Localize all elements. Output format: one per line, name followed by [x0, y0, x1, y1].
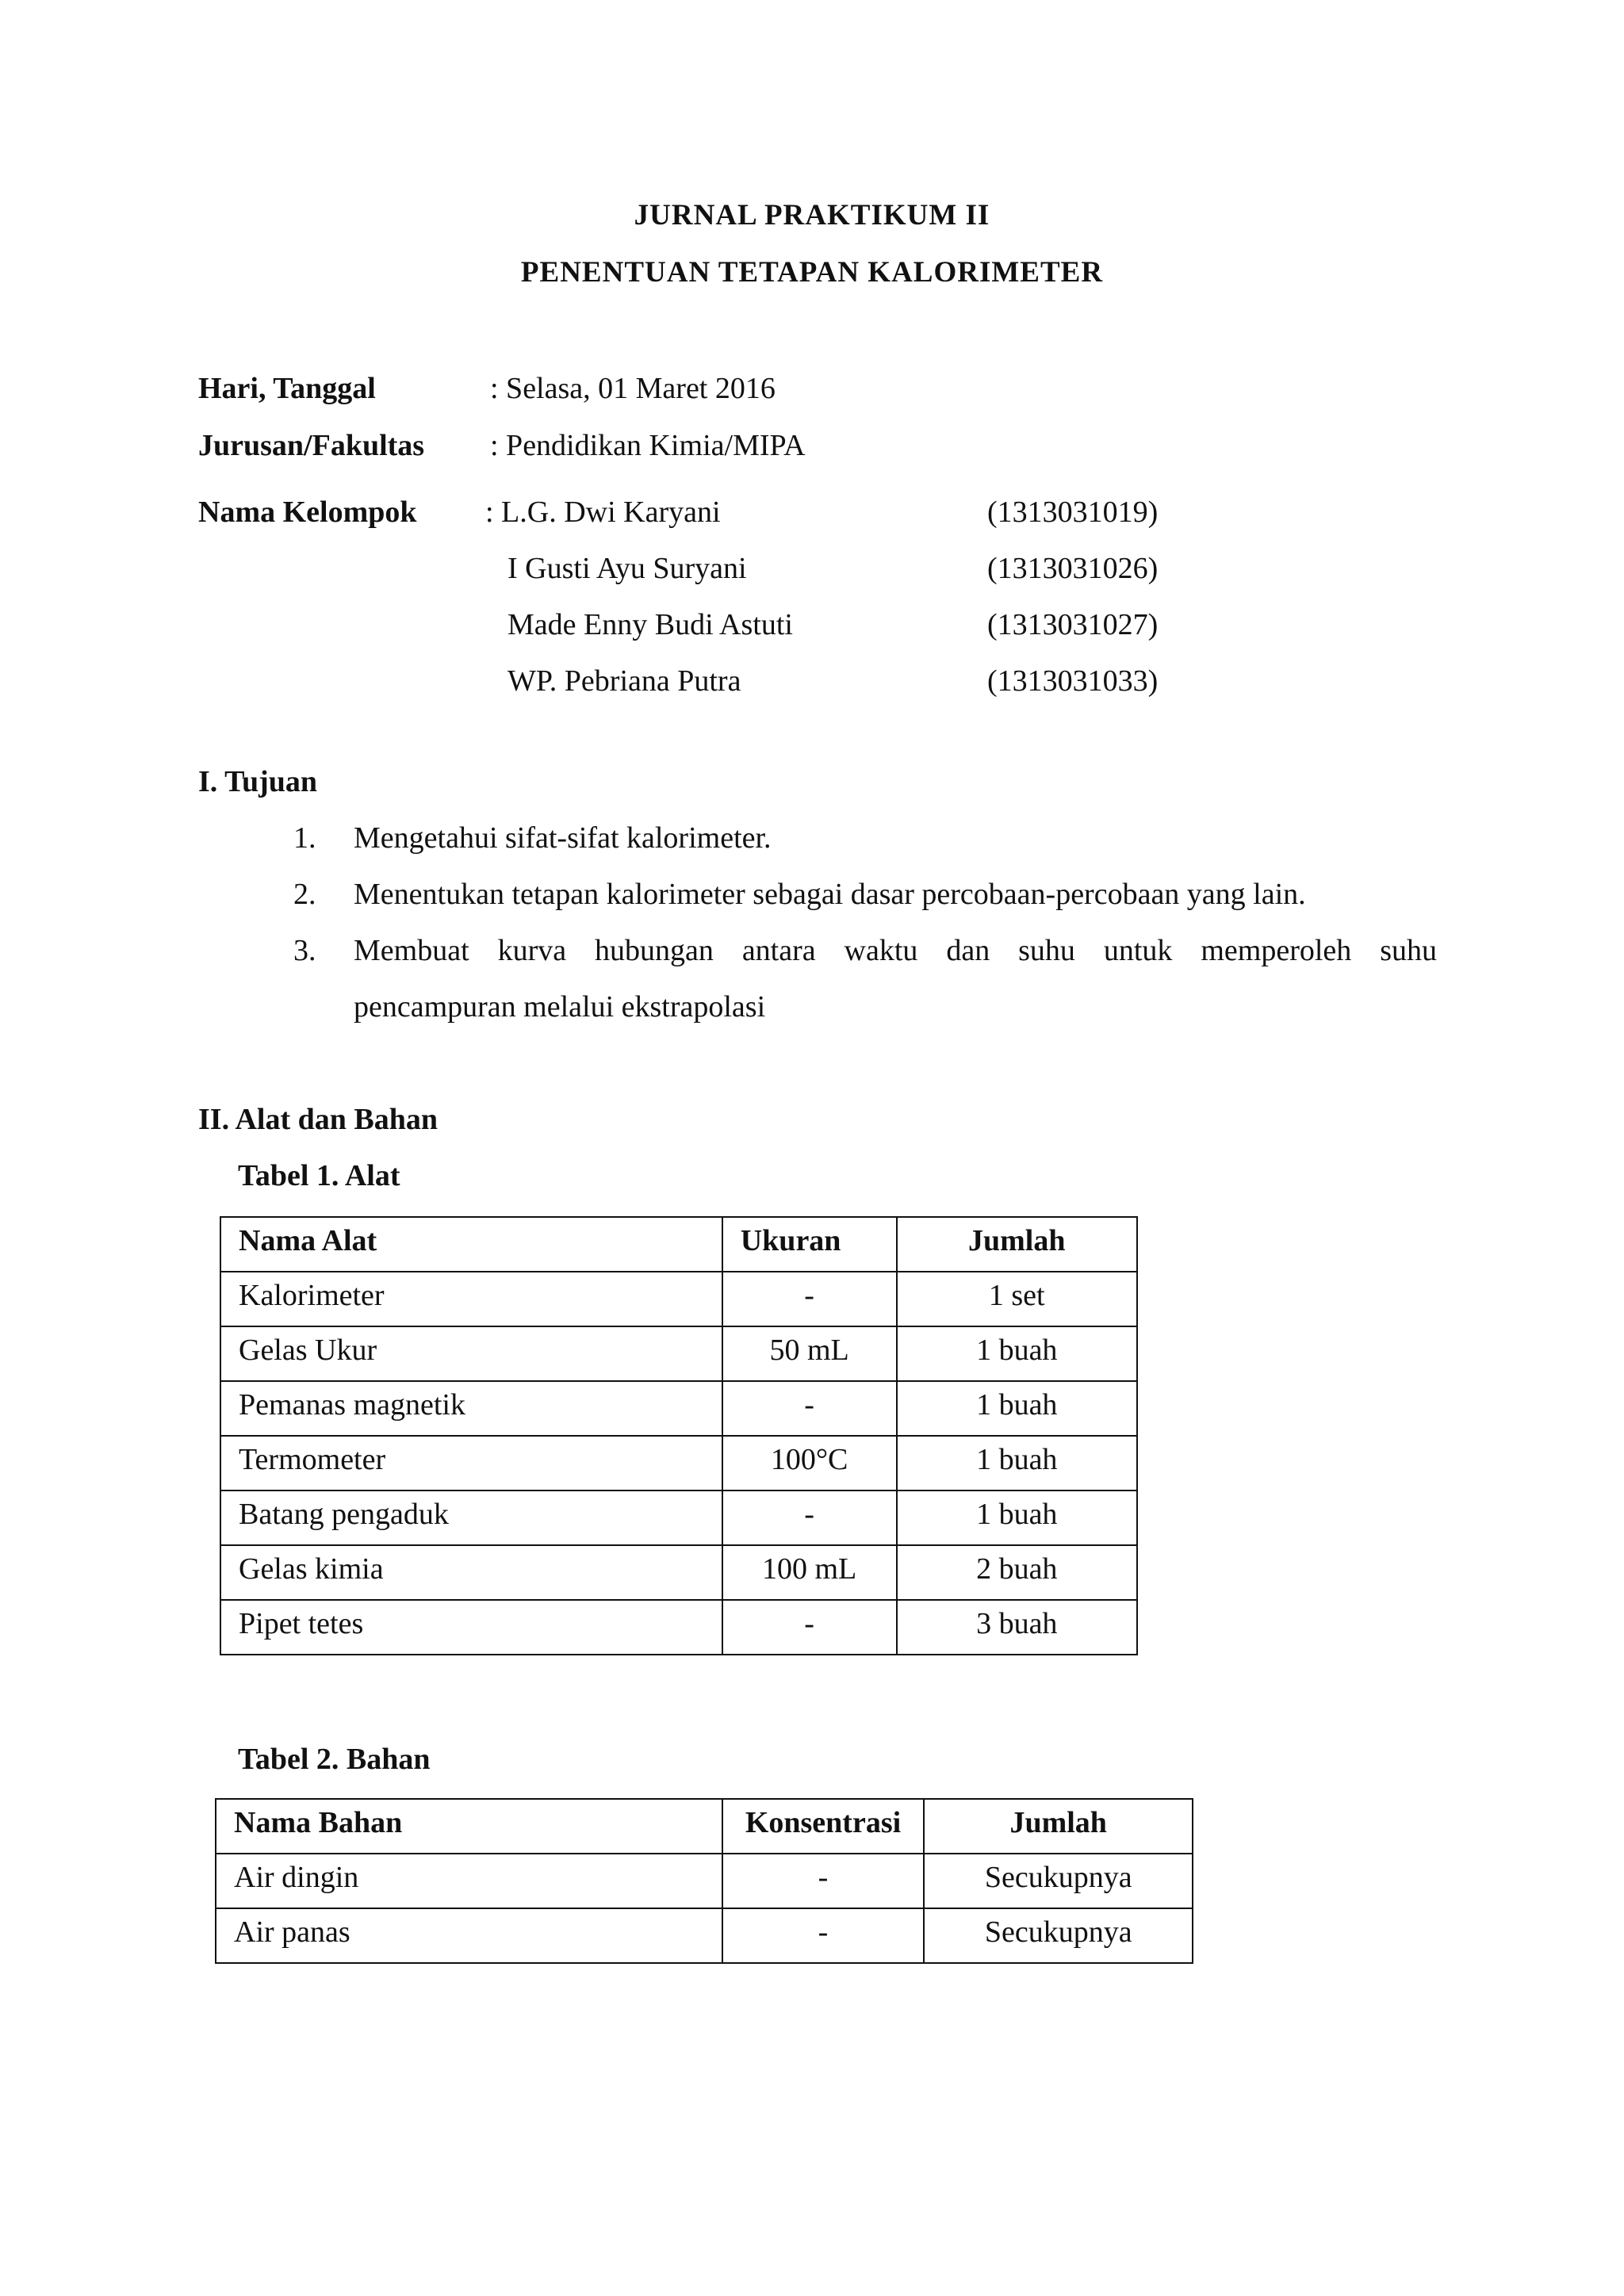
cell: Gelas Ukur [220, 1326, 722, 1381]
dept-value: : Pendidikan Kimia/MIPA [490, 429, 806, 462]
word: waktu [844, 934, 918, 967]
cell: Air panas [216, 1908, 722, 1963]
table2-caption: Tabel 2. Bahan [238, 1743, 431, 1776]
cell: 1 set [897, 1272, 1137, 1326]
cell: - [722, 1908, 925, 1963]
member-nim: (1313031026) [987, 552, 1159, 585]
word: suhu [1380, 934, 1437, 967]
cell: Secukupnya [924, 1908, 1193, 1963]
cell: Kalorimeter [220, 1272, 722, 1326]
table-row [216, 1854, 1193, 1908]
dept-label: Jurusan/Fakultas [198, 429, 425, 462]
cell: 50 mL [722, 1326, 897, 1381]
list-number: 3. [293, 934, 316, 967]
list-number: 2. [293, 878, 316, 911]
day-label: Hari, Tanggal [198, 372, 376, 405]
header-cell: Nama Bahan [216, 1799, 722, 1854]
word: dan [946, 934, 990, 967]
table-row [220, 1490, 1137, 1545]
list-item-justified [354, 936, 1437, 966]
list-item: Mengetahui sifat-sifat kalorimeter. [354, 821, 772, 855]
cell: 3 buah [897, 1600, 1137, 1655]
cell: Secukupnya [924, 1854, 1193, 1908]
table-row [220, 1381, 1137, 1436]
member-nim: (1313031033) [987, 664, 1159, 698]
cell: Pipet tetes [220, 1600, 722, 1655]
word: suhu [1018, 934, 1075, 967]
member-nim: (1313031019) [987, 496, 1159, 529]
member-nim: (1313031027) [987, 608, 1159, 641]
cell: Pemanas magnetik [220, 1381, 722, 1436]
table-row [220, 1436, 1137, 1490]
table1-caption: Tabel 1. Alat [238, 1159, 400, 1192]
member-name: WP. Pebriana Putra [508, 664, 741, 698]
cell: 2 buah [897, 1545, 1137, 1600]
header-cell: Nama Alat [220, 1217, 722, 1272]
table-row [220, 1326, 1137, 1381]
cell: - [722, 1490, 897, 1545]
table-header-row [220, 1217, 1137, 1272]
cell: 100°C [722, 1436, 897, 1490]
word: untuk [1103, 934, 1173, 967]
header-cell: Ukuran [722, 1217, 897, 1272]
word: Membuat [354, 934, 469, 967]
table-row [220, 1272, 1137, 1326]
cell: 100 mL [722, 1545, 897, 1600]
cell: Air dingin [216, 1854, 722, 1908]
table-row [220, 1600, 1137, 1655]
table-row [220, 1545, 1137, 1600]
group-label: Nama Kelompok [198, 496, 417, 529]
doc-subtitle: PENENTUAN TETAPAN KALORIMETER [520, 256, 1104, 289]
member-name: Made Enny Budi Astuti [508, 608, 793, 641]
word: kurva [497, 934, 567, 967]
cell: - [722, 1854, 925, 1908]
table-row [216, 1908, 1193, 1963]
member-name: : L.G. Dwi Karyani [485, 496, 721, 529]
cell: Batang pengaduk [220, 1490, 722, 1545]
section-heading-alat-bahan: II. Alat dan Bahan [198, 1103, 439, 1136]
cell: - [722, 1272, 897, 1326]
list-number: 1. [293, 821, 316, 855]
list-item: Menentukan tetapan kalorimeter sebagai dasar percobaan-percobaan yang lain. [354, 878, 1306, 911]
header-cell: Konsentrasi [722, 1799, 925, 1854]
word: hubungan [595, 934, 714, 967]
day-value: : Selasa, 01 Maret 2016 [490, 372, 776, 405]
cell: 1 buah [897, 1381, 1137, 1436]
table-alat [220, 1216, 1138, 1655]
table-bahan [215, 1798, 1193, 1964]
list-item-continuation: pencampuran melalui ekstrapolasi [354, 990, 766, 1024]
header-cell: Jumlah [924, 1799, 1193, 1854]
member-name: I Gusti Ayu Suryani [508, 552, 747, 585]
table-header-row [216, 1799, 1193, 1854]
cell: 1 buah [897, 1326, 1137, 1381]
cell: 1 buah [897, 1490, 1137, 1545]
section-heading-tujuan: I. Tujuan [198, 765, 318, 798]
word: antara [741, 934, 816, 967]
doc-title: JURNAL PRAKTIKUM II [634, 199, 990, 232]
cell: - [722, 1600, 897, 1655]
cell: Termometer [220, 1436, 722, 1490]
header-cell: Jumlah [897, 1217, 1137, 1272]
cell: - [722, 1381, 897, 1436]
word: memperoleh [1201, 934, 1352, 967]
cell: 1 buah [897, 1436, 1137, 1490]
cell: Gelas kimia [220, 1545, 722, 1600]
